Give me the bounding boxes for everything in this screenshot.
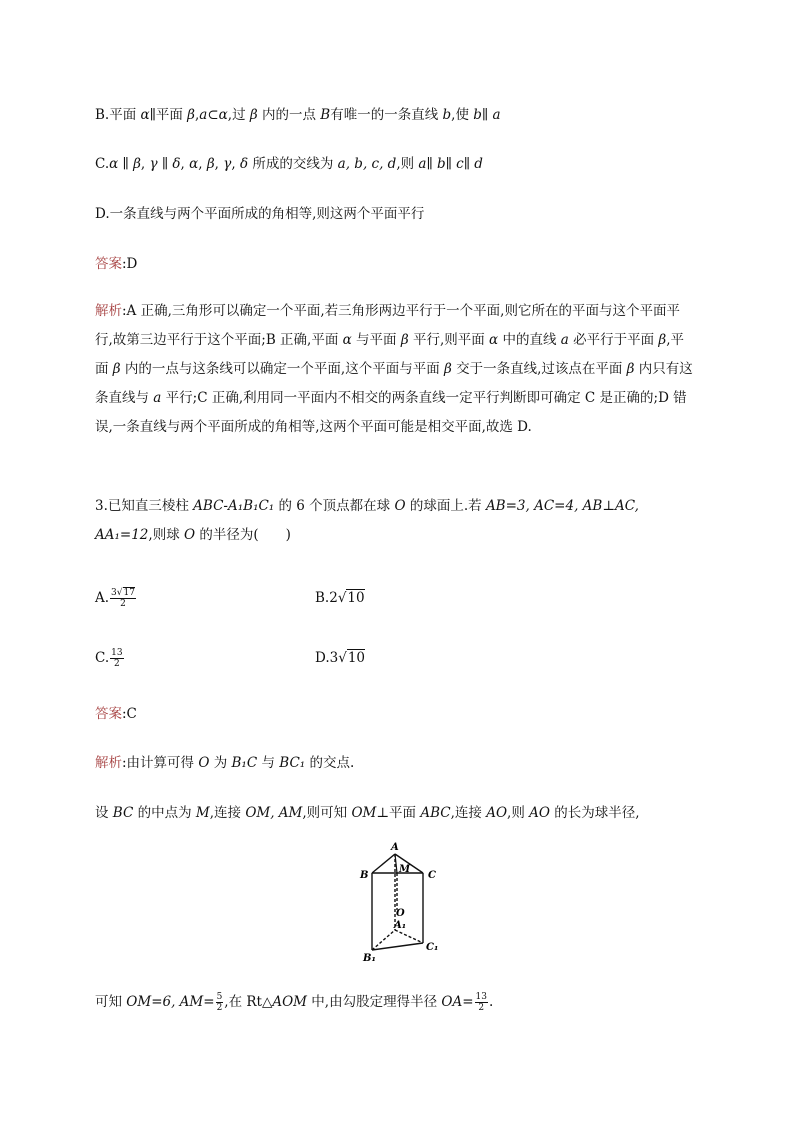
option-c[interactable]: C. $\frac{13}{2}$ — [95, 648, 123, 669]
analysis-label: 解析 — [95, 303, 122, 319]
label-c1: C₁ — [426, 942, 439, 953]
fraction: $\frac{13}{2}$ — [111, 648, 123, 669]
setup-line: 设 BC 的中点为 M,连接 OM, AM,则可知 OM⊥平面 ABC,连接 AO,则 AO 的长为球半径, — [95, 805, 640, 821]
answer-2: 答案:C — [95, 706, 137, 722]
analysis-label: 解析 — [95, 755, 122, 771]
fraction: $\frac{3√17}{2}$ — [111, 588, 135, 609]
fraction: $\frac{13}{2}$ — [475, 992, 487, 1013]
option-a[interactable]: A. $\frac{3√17}{2}$ — [95, 588, 135, 609]
label-m: M — [399, 864, 411, 875]
edge-ab — [372, 854, 395, 873]
answer-label: 答案 — [95, 706, 122, 722]
answer-1: 答案:D — [95, 256, 138, 272]
option-b-line: B.平面 α∥平面 β,a⊂α,过 β 内的一点 B有唯一的一条直线 b,使 b∥ a — [95, 107, 501, 123]
edge-b1c1 — [372, 943, 423, 950]
question-3: 3.已知直三棱柱 ABC-A₁B₁C₁ 的 6 个顶点都在球 O 的球面上.若 AB=3, AC=4, AB⊥AC, AA₁=12,则球 O 的半径为( ) — [95, 498, 639, 543]
conclusion-line: 可知 OM=6, AM= $\frac{5}{2}$ ,在 Rt△AOM 中,由勾股定理得半径 OA= $\frac{13}{2}$ . — [95, 992, 494, 1013]
answer-label: 答案 — [95, 256, 122, 272]
options-ab — [95, 588, 700, 612]
options-cd — [95, 648, 700, 672]
label-o: O — [396, 908, 405, 919]
prism-diagram — [350, 838, 450, 963]
analysis-2: 解析:由计算可得 O 为 B₁C 与 BC₁ 的交点. — [95, 755, 355, 771]
label-a1: A₁ — [394, 920, 407, 931]
option-c-line: C.α ∥ β, γ ∥ δ, α, β, γ, δ 所成的交线为 a, b, c, d,则 a∥ b∥ c∥ d — [95, 156, 483, 172]
fraction: $\frac{5}{2}$ — [216, 992, 223, 1013]
label-a: A — [391, 842, 399, 853]
option-b[interactable]: B.2√10 — [315, 590, 365, 606]
option-d-line: D.一条直线与两个平面所成的角相等,则这两个平面平行 — [95, 206, 425, 222]
label-c: C — [428, 870, 436, 881]
edge-a1c1 — [395, 930, 423, 943]
option-d[interactable]: D.3√10 — [315, 650, 366, 666]
analysis-1: 解析:A 正确,三角形可以确定一个平面,若三角形两边平行于一个平面,则它所在的平面与这个平面平行,故第三边平行于这个平面;B 正确,平面 α 与平面 β 平行,则平面 α 中的直线 a 必平行于平面 β,平面 β 内的一点与这条线可以确定一个平面,这个平面与平面 β 交于一条直线,过该点在平面 β 内只有这条直线与 a 平行;C 正确,利用同一平面内不相交的两条直线一定平行判断即可确定 C 是正确的;D 错误,一条直线与两个平面所成的角相等,这两个平面可能是相交平面,故选 D. — [95, 303, 693, 435]
label-b1: B₁ — [363, 953, 376, 963]
label-b: B — [360, 870, 369, 881]
